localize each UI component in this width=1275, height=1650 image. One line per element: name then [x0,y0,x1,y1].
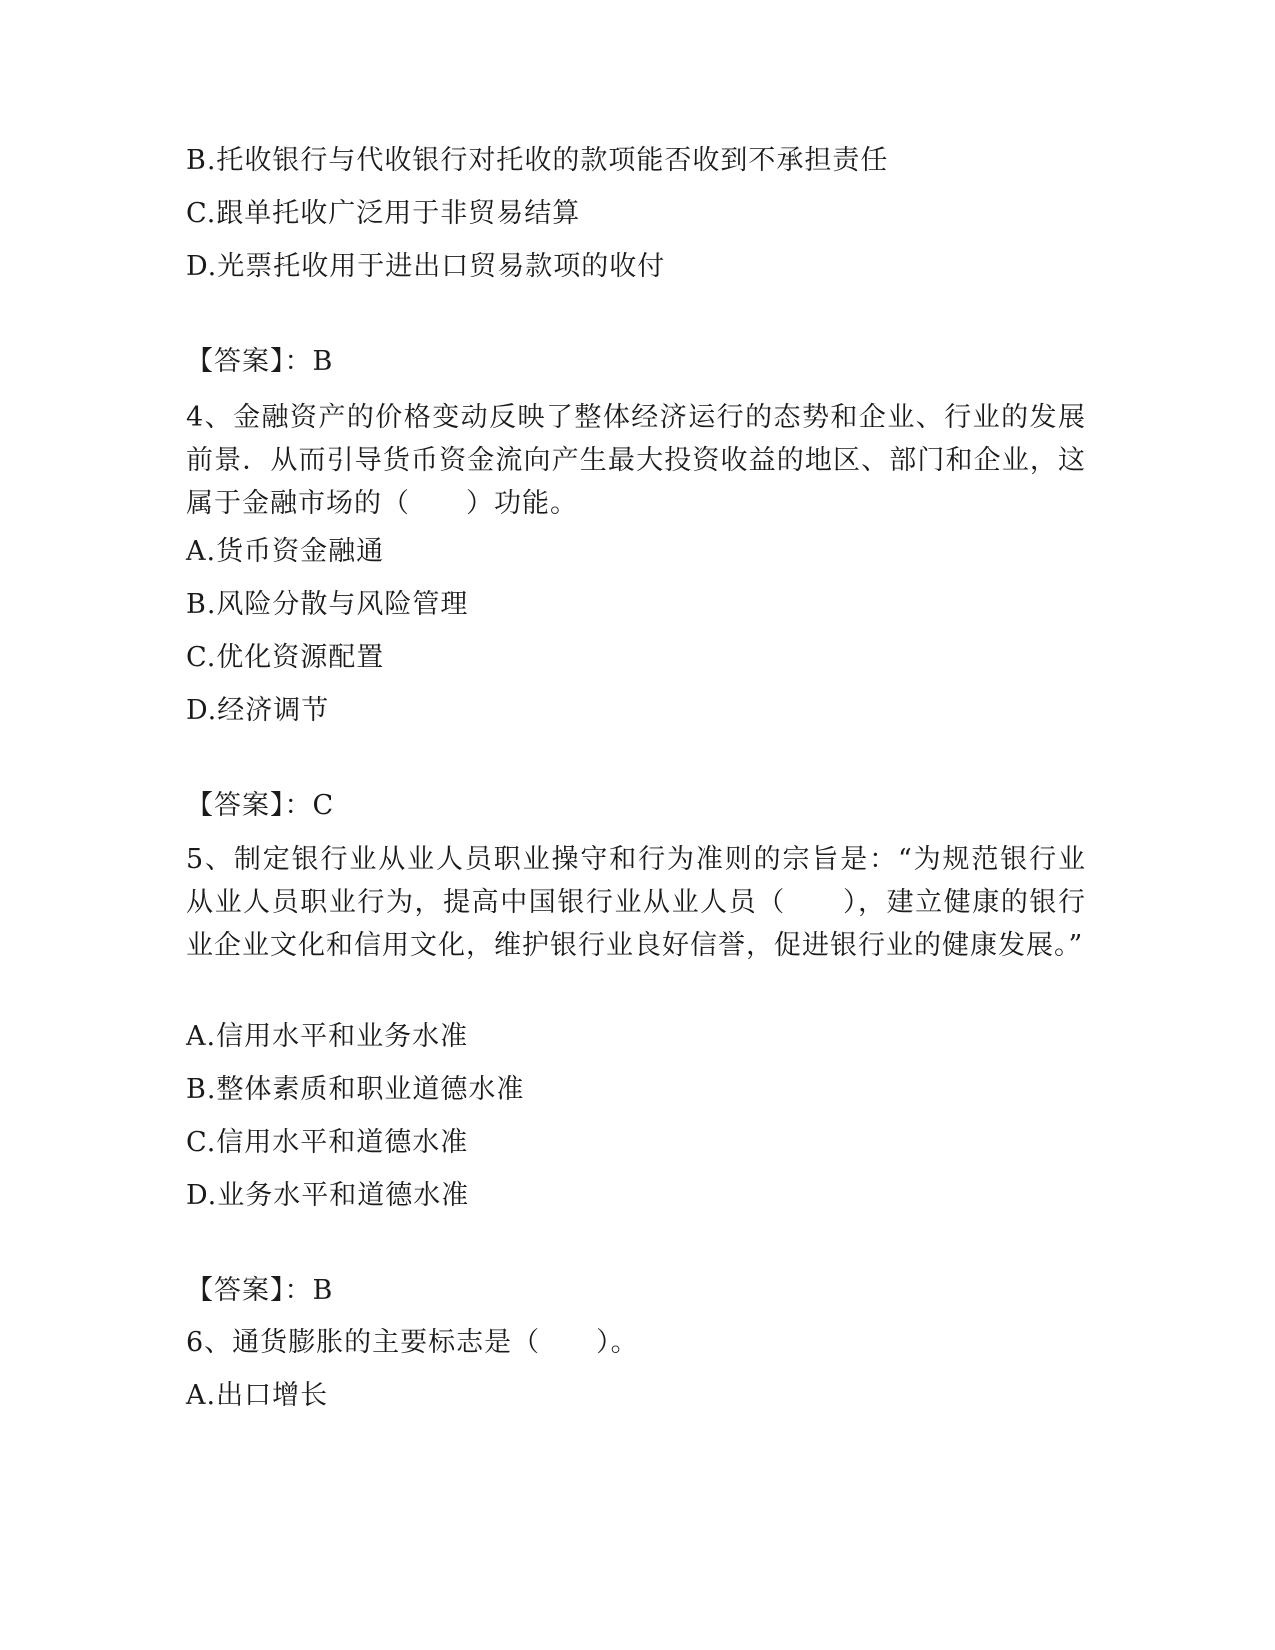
question-stem: 5、制定银行业从业人员职业操守和行为准则的宗旨是：“为规范银行业从业人员职业行为，提高中国银行业从业人员（ ），建立健康的银行业企业文化和信用文化，维护银行业良好信誉，促进银行业的健康发展。” [186,844,1086,961]
option-a: A.出口增长 [186,1380,329,1411]
option-b: B.整体素质和职业道德水准 [186,1074,525,1105]
option-a: A.货币资金融通 [186,536,385,567]
answer-line: 【答案】：B [186,346,334,377]
option-c: C.跟单托收广泛用于非贸易结算 [186,198,581,229]
option-c: C.优化资源配置 [186,642,385,673]
answer-line: 【答案】：B [186,1275,334,1306]
option-c: C.信用水平和道德水准 [186,1127,469,1158]
option-b: B.风险分散与风险管理 [186,589,469,620]
option-a: A.信用水平和业务水准 [186,1021,469,1052]
option-d: D.经济调节 [186,695,330,726]
option-b: B.托收银行与代收银行对托收的款项能否收到不承担责任 [186,145,889,176]
option-d: D.业务水平和道德水准 [186,1180,470,1211]
option-d: D.光票托收用于进出口贸易款项的收付 [186,251,666,282]
question-stem: 4、金融资产的价格变动反映了整体经济运行的态势和企业、行业的发展前景．从而引导货币资金流向产生最大投资收益的地区、部门和企业，这属于金融市场的（ ）功能。 [186,402,1086,519]
answer-line: 【答案】：C [186,790,335,821]
question-stem: 6、通货膨胀的主要标志是（ ）。 [186,1327,639,1358]
